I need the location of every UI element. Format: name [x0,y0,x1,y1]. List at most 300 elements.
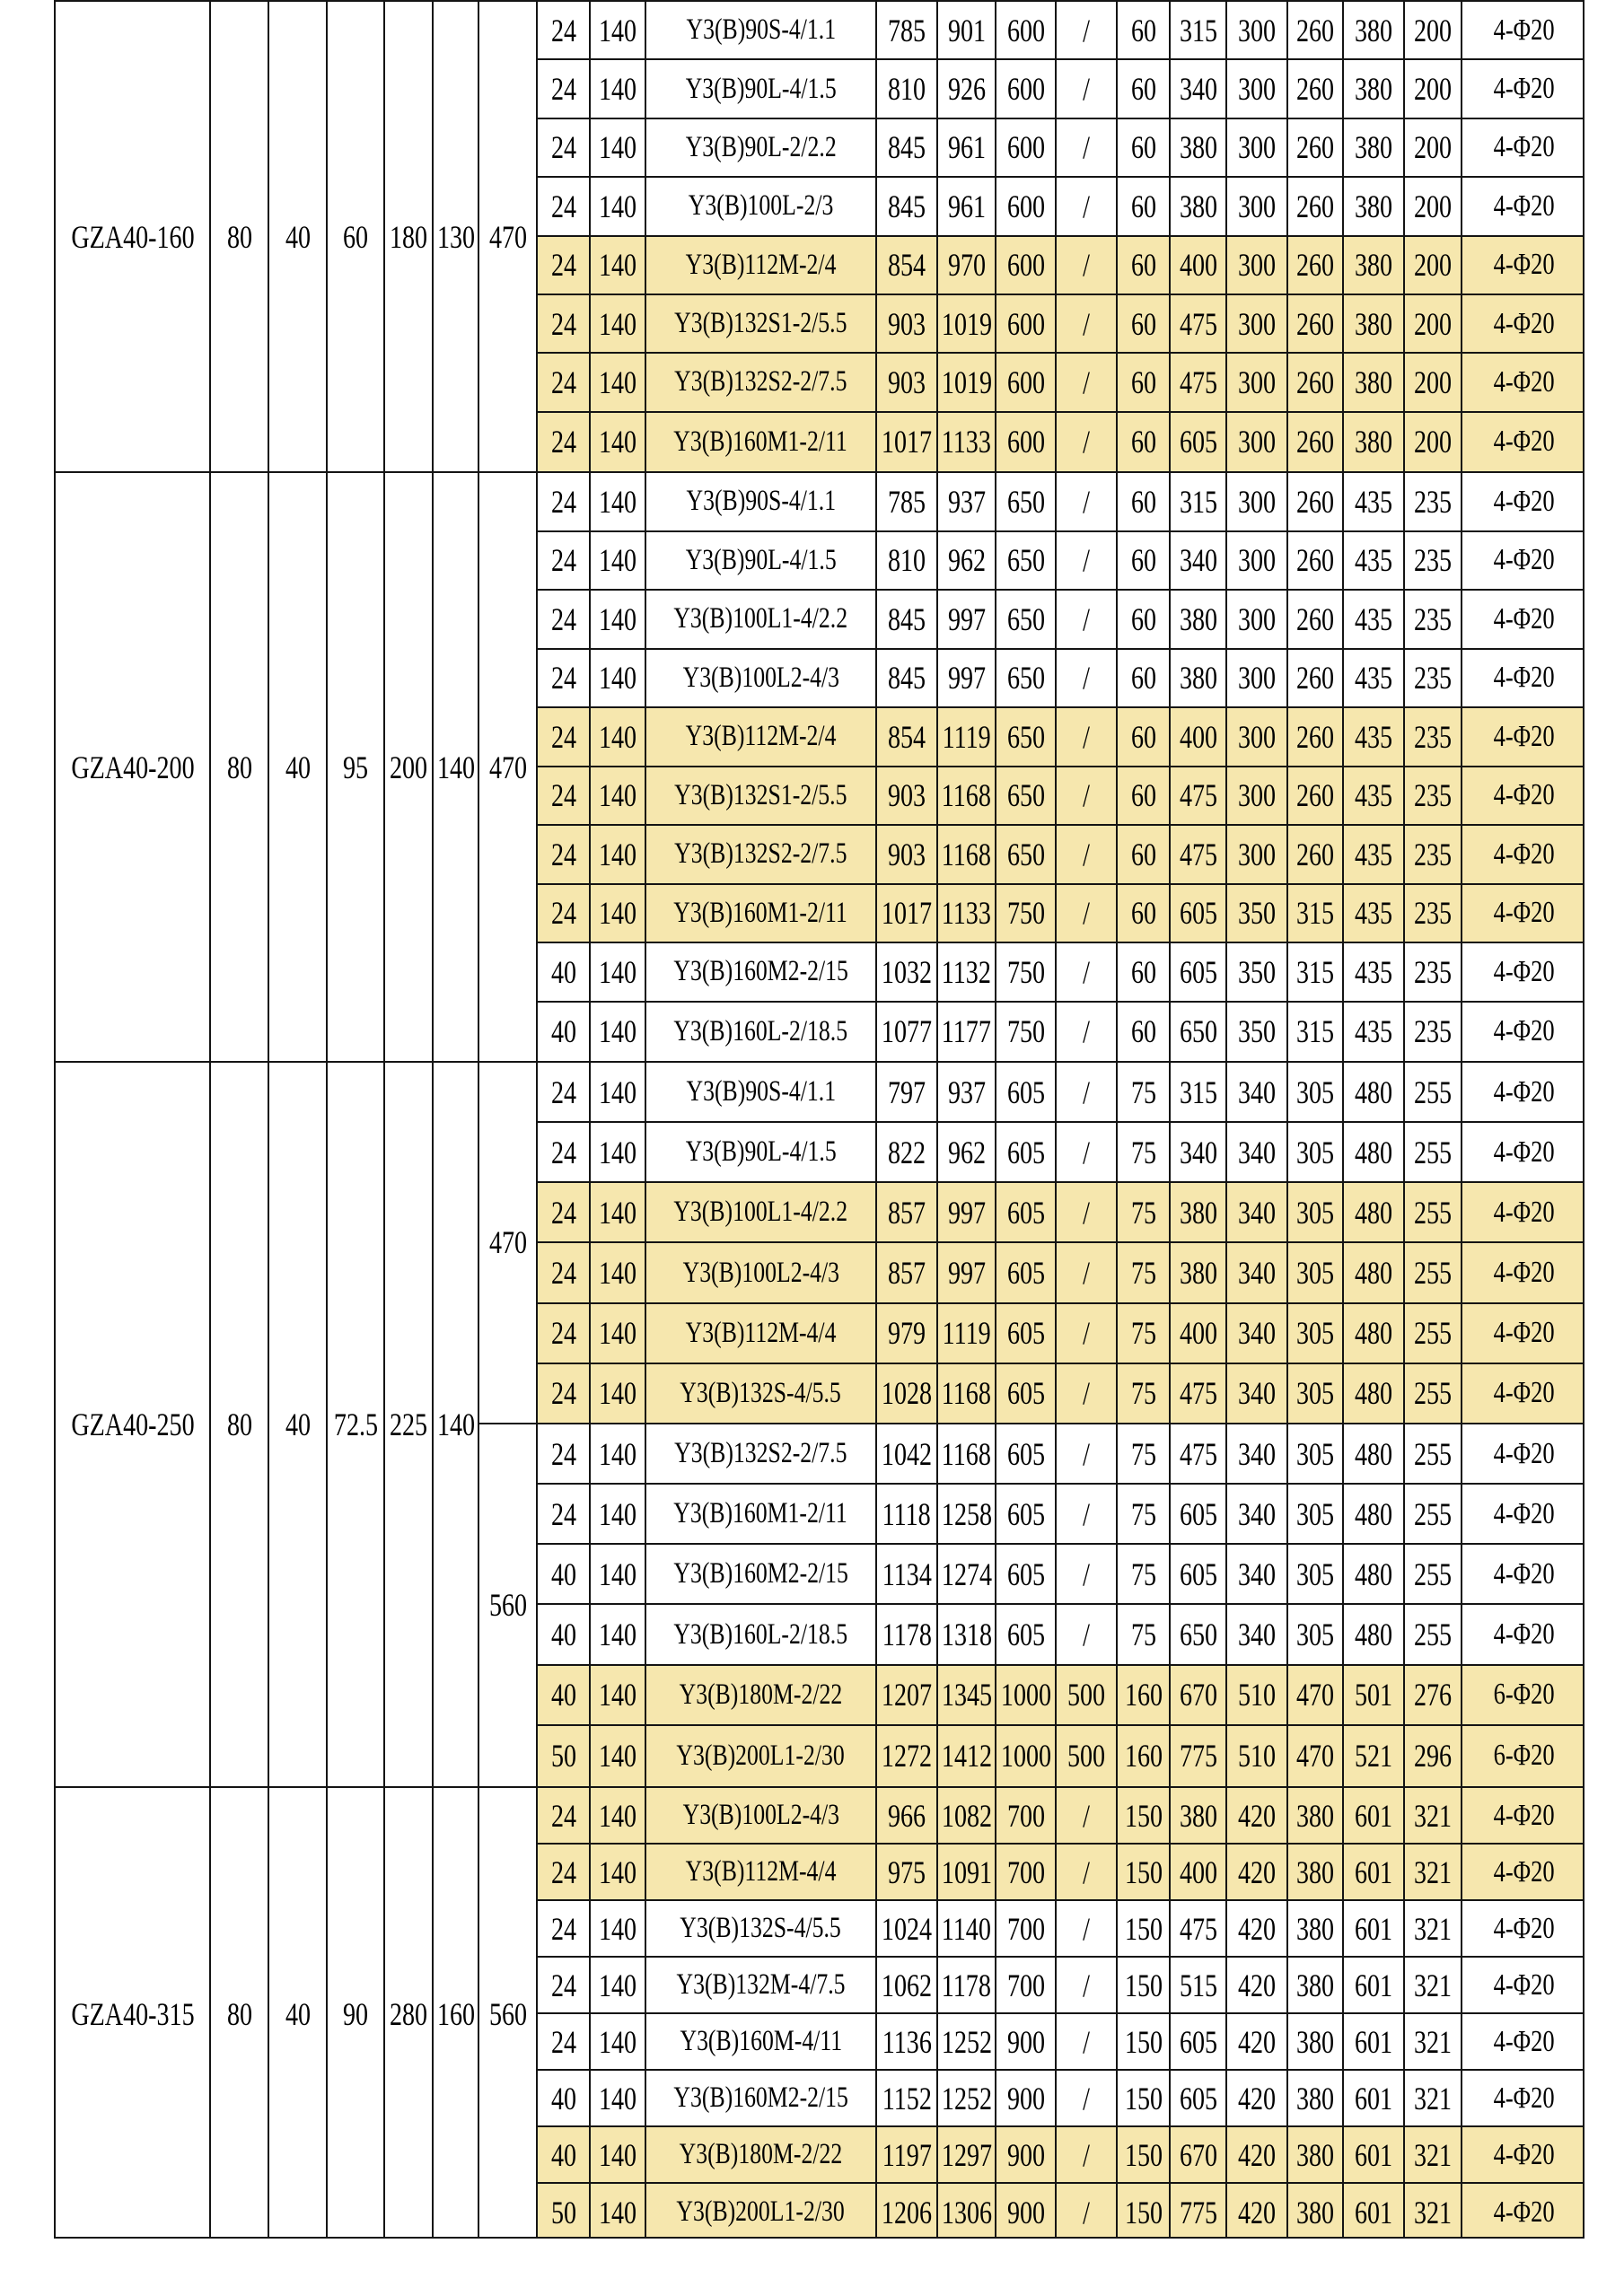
dim-9 [1344,826,1405,885]
height-value [479,1424,538,1786]
dim-5 [1118,1901,1171,1958]
dim-10-text: 255 [1413,1435,1453,1472]
dim-2 [938,2127,996,2184]
motor-model [646,2127,877,2184]
model-name [56,2,211,471]
col-a-text: 40 [550,2080,576,2116]
bolt-spec [1462,1364,1584,1424]
dim-1 [877,2184,938,2239]
col-b-text: 140 [598,12,637,48]
col-b [591,826,646,885]
dim-10-text: 255 [1413,1194,1453,1231]
col-b [591,1424,646,1485]
dim-6 [1171,2127,1227,2184]
dim-2 [938,1545,996,1605]
bolt-spec-text: 4-Φ20 [1493,364,1556,399]
dim-value [328,1788,385,2239]
bolt-spec [1462,119,1584,178]
dim-8 [1288,119,1344,178]
dim-4-text: / [1083,12,1090,48]
col-a [538,1901,591,1958]
motor-model [646,1545,877,1605]
col-a-text: 24 [550,71,576,108]
motor-model [646,2071,877,2127]
dim-2 [938,1726,996,1786]
dim-8 [1288,2014,1344,2071]
motor-model-text: Y3(B)132S2-2/7.5 [674,365,847,399]
dim-1-text: 822 [887,1134,926,1170]
dim-10 [1405,650,1462,709]
dim-7 [1227,354,1288,412]
dim-6 [1171,650,1227,709]
dim-6 [1171,1788,1227,1845]
dim-1-text: 1017 [881,424,933,460]
dim-3-text: 600 [1006,364,1045,400]
col-b [591,2,646,60]
dim-6-text: 315 [1179,483,1217,520]
motor-model [646,178,877,236]
motor-model-text: Y3(B)160M-4/11 [680,2025,842,2057]
dim-6 [1171,1304,1227,1364]
col-a-text: 24 [550,2023,576,2060]
dim-7 [1227,473,1288,532]
dim-5-text: 75 [1130,1194,1156,1231]
dim-9 [1344,413,1405,471]
col-a-text: 24 [550,1435,576,1472]
bolt-spec-text: 4-Φ20 [1493,1911,1556,1945]
bolt-spec [1462,1666,1584,1726]
dim-3 [996,650,1057,709]
col-a [538,1424,591,1485]
bolt-spec [1462,354,1584,412]
dim-9 [1344,1424,1405,1485]
dim-2 [938,295,996,354]
col-a-text: 40 [550,1013,576,1050]
dim-6-text: 605 [1179,953,1217,990]
col-b [591,354,646,412]
dim-3-text: 600 [1006,12,1045,48]
dim-5 [1118,2071,1171,2127]
dim-1-text: 845 [887,129,926,166]
col-a [538,1666,591,1726]
dim-8-text: 315 [1295,953,1335,990]
dim-2 [938,1183,996,1243]
dim-value [269,1788,328,2239]
dim-8 [1288,885,1344,944]
motor-model-text: Y3(B)112M-4/4 [685,1316,837,1349]
col-a [538,1304,591,1364]
bolt-spec [1462,943,1584,1003]
dim-9-text: 601 [1354,2080,1393,2116]
dim-3 [996,1485,1057,1545]
dim-5 [1118,237,1171,295]
dim-3-text: 605 [1006,1134,1045,1170]
col-b-text: 140 [598,129,637,166]
bolt-spec-text: 4-Φ20 [1493,2081,1556,2115]
dim-10-text: 200 [1413,188,1453,224]
dim-1-text: 903 [887,777,926,814]
col-a-text: 24 [550,247,576,284]
motor-model-text: Y3(B)160M2-2/15 [673,2081,848,2114]
bolt-spec-text: 4-Φ20 [1493,1798,1556,1832]
dim-7-text: 300 [1237,71,1277,108]
dim-7-text: 420 [1237,1910,1277,1947]
dim-2 [938,1364,996,1424]
dim-1-text: 845 [887,600,926,637]
dim-5-text: 150 [1124,1910,1163,1947]
col-b-text: 140 [598,1435,637,1472]
dim-7-text: 350 [1237,1013,1277,1050]
dim-1 [877,1063,938,1123]
dim-10-text: 200 [1413,305,1453,342]
dim-1 [877,1304,938,1364]
col-b-text: 140 [598,895,637,932]
motor-model-text: Y3(B)160L-2/18.5 [673,1617,848,1651]
bolt-spec-text: 4-Φ20 [1493,2024,1556,2058]
dim-9-text: 380 [1354,424,1393,460]
dim-5-text: 75 [1130,1315,1156,1352]
dim-8-text: 260 [1295,777,1335,814]
bolt-spec [1462,826,1584,885]
dim-5 [1118,2184,1171,2239]
col-b [591,1845,646,1901]
dim-10-text: 235 [1413,953,1453,990]
dim-9-text: 380 [1354,188,1393,224]
dim-1-text: 1024 [881,1910,933,1947]
col-a-text: 24 [550,718,576,755]
dim-2 [938,650,996,709]
col-b [591,1243,646,1303]
dim-6-text: 380 [1179,129,1217,166]
dim-10 [1405,1123,1462,1183]
dim-10-text: 321 [1413,1910,1453,1947]
dim-6 [1171,1666,1227,1726]
dim-6 [1171,1485,1227,1545]
dim-8-text: 380 [1295,2080,1335,2116]
dim-8-text: 260 [1295,424,1335,460]
dim-6-text: 670 [1179,2136,1217,2173]
dim-3 [996,1901,1057,1958]
dim-6-text: 670 [1179,1677,1217,1713]
bolt-spec-text: 4-Φ20 [1493,2195,1556,2229]
dim-10 [1405,708,1462,767]
dim-3-text: 650 [1006,483,1045,520]
bolt-spec-text: 4-Φ20 [1493,954,1556,988]
dim-2 [938,943,996,1003]
dim-5 [1118,1545,1171,1605]
dim-9-text: 435 [1354,895,1393,932]
dim-10-text: 255 [1413,1555,1453,1592]
dim-2-text: 1168 [941,1375,992,1412]
dim-7 [1227,1304,1288,1364]
dim-1 [877,1845,938,1901]
dim-2 [938,1605,996,1665]
dim-4 [1057,1485,1118,1545]
dim-2 [938,2184,996,2239]
dim-6-text: 380 [1179,1194,1217,1231]
dim-3-text: 605 [1006,1495,1045,1532]
dim-6-text: 775 [1179,1738,1217,1775]
dim-7-text: 340 [1237,1435,1277,1472]
dim-4-text: / [1083,483,1090,520]
col-a-text: 50 [550,2194,576,2230]
dim-1 [877,650,938,709]
dim-2 [938,826,996,885]
dim-9 [1344,1666,1405,1726]
dim-7 [1227,1003,1288,1062]
motor-model [646,1788,877,1845]
model-name [56,1788,211,2239]
dim-6 [1171,767,1227,827]
dim-1-text: 1042 [881,1435,933,1472]
col-a-text: 24 [550,600,576,637]
dim-6-text: 775 [1179,2194,1217,2230]
col-a-text: 24 [550,1074,576,1110]
dim-5 [1118,943,1171,1003]
dim-3 [996,1726,1057,1786]
dim-3-text: 600 [1006,424,1045,460]
model-group [56,473,1583,1063]
col-b [591,943,646,1003]
col-b-text: 140 [598,836,637,872]
dim-5-text: 150 [1124,1853,1163,1890]
col-b-text: 140 [598,1797,637,1834]
dim-2-text: 1019 [941,364,992,400]
dim-4 [1057,119,1118,178]
dim-5 [1118,532,1171,592]
dim-9 [1344,178,1405,236]
dim-7 [1227,1183,1288,1243]
dim-4 [1057,885,1118,944]
dim-5-text: 60 [1130,718,1156,755]
dim-9-text: 435 [1354,1013,1393,1050]
dim-8 [1288,1485,1344,1545]
dim-4 [1057,1545,1118,1605]
col-b [591,1605,646,1665]
motor-model [646,1183,877,1243]
dim-1-text: 1178 [882,1617,932,1653]
dim-8-text: 260 [1295,660,1335,697]
dim-3 [996,1845,1057,1901]
motor-model [646,119,877,178]
dim-9 [1344,60,1405,118]
dim-1-text: 854 [887,247,926,284]
dim-8 [1288,1545,1344,1605]
dim-7-text: 340 [1237,1194,1277,1231]
dim-3 [996,2127,1057,2184]
dim-7-text: 420 [1237,2080,1277,2116]
dim-7 [1227,413,1288,471]
bolt-spec [1462,60,1584,118]
dim-2 [938,532,996,592]
col-a [538,1123,591,1183]
dim-2 [938,885,996,944]
dim-4 [1057,826,1118,885]
bolt-spec [1462,295,1584,354]
dim-8-text: 260 [1295,483,1335,520]
dim-3 [996,295,1057,354]
height-value [479,473,538,1061]
bolt-spec [1462,708,1584,767]
dim-10-text: 255 [1413,1074,1453,1110]
dim-value [434,1788,479,2239]
dim-6 [1171,1901,1227,1958]
dim-6 [1171,1958,1227,2014]
dim-value-text: 280 [389,1996,428,2032]
bolt-spec-text: 4-Φ20 [1493,896,1556,930]
dim-9 [1344,1901,1405,1958]
dim-5-text: 60 [1130,305,1156,342]
col-a-text: 24 [550,1375,576,1412]
dim-3 [996,1666,1057,1726]
dim-9-text: 480 [1354,1255,1393,1292]
dim-9-text: 480 [1354,1315,1393,1352]
dim-6 [1171,708,1227,767]
col-b-text: 140 [598,1910,637,1947]
dim-1-text: 979 [887,1315,926,1352]
dim-value [385,2,434,471]
bolt-spec [1462,2,1584,60]
height-value-text: 560 [488,1996,527,2032]
dim-value [385,1063,434,1786]
col-b [591,532,646,592]
dim-3-text: 650 [1006,660,1045,697]
dim-1-text: 1152 [882,2080,932,2116]
dim-9 [1344,2014,1405,2071]
col-b [591,1183,646,1243]
bolt-spec-text: 4-Φ20 [1493,248,1556,282]
dim-5-text: 150 [1124,2023,1163,2060]
dim-4 [1057,473,1118,532]
col-b-text: 140 [598,2080,637,2116]
dim-2-text: 1274 [941,1555,992,1592]
col-b [591,295,646,354]
dim-1 [877,1545,938,1605]
dim-9-text: 380 [1354,305,1393,342]
col-b [591,473,646,532]
dim-4 [1057,60,1118,118]
bolt-spec-text: 4-Φ20 [1493,1617,1556,1652]
col-b-text: 140 [598,364,637,400]
dim-7-text: 420 [1237,1797,1277,1834]
dim-2-text: 997 [947,660,986,697]
motor-model-text: Y3(B)90L-2/2.2 [685,130,837,163]
dim-2 [938,1424,996,1485]
dim-6 [1171,1424,1227,1485]
dim-3-text: 700 [1006,1910,1045,1947]
dim-4-text: / [1083,895,1090,932]
dim-8 [1288,1958,1344,2014]
dim-value-text: 80 [226,1406,252,1442]
col-a-text: 24 [550,836,576,872]
dim-8 [1288,178,1344,236]
dim-4 [1057,354,1118,412]
col-b [591,1726,646,1786]
dim-6-text: 475 [1179,305,1217,342]
dim-2 [938,1666,996,1726]
col-b-text: 140 [598,71,637,108]
dim-8-text: 380 [1295,1797,1335,1834]
col-b-text: 140 [598,2194,637,2230]
dim-7-text: 350 [1237,953,1277,990]
bolt-spec-text: 4-Φ20 [1493,778,1556,812]
bolt-spec-text: 4-Φ20 [1493,1256,1556,1290]
dim-8 [1288,1123,1344,1183]
dim-10 [1405,60,1462,118]
dim-1 [877,60,938,118]
dim-7-text: 300 [1237,364,1277,400]
dim-4 [1057,2071,1118,2127]
dim-10 [1405,943,1462,1003]
bolt-spec-text: 4-Φ20 [1493,1316,1556,1350]
dim-5-text: 150 [1124,1967,1163,2003]
col-b [591,1364,646,1424]
dim-2-text: 961 [947,188,986,224]
dim-value-text: 40 [285,218,311,255]
col-a-text: 50 [550,1738,576,1775]
dim-10 [1405,1605,1462,1665]
dim-7 [1227,1666,1288,1726]
col-a-text: 24 [550,1495,576,1532]
dim-10-text: 255 [1413,1315,1453,1352]
bolt-spec [1462,1545,1584,1605]
dim-6-text: 340 [1179,1134,1217,1170]
col-a-text: 40 [550,1617,576,1653]
dim-2 [938,1063,996,1123]
col-b-text: 140 [598,2023,637,2060]
dim-1-text: 854 [887,718,926,755]
col-b [591,1788,646,1845]
dim-6 [1171,1545,1227,1605]
dim-6-text: 650 [1179,1013,1217,1050]
dim-6 [1171,2014,1227,2071]
dim-4-text: / [1083,71,1090,108]
dim-4-text: / [1083,1134,1090,1170]
bolt-spec-text: 4-Φ20 [1493,1556,1556,1591]
dim-9-text: 435 [1354,777,1393,814]
dim-4 [1057,1726,1118,1786]
dim-8-text: 380 [1295,1967,1335,2003]
dim-1 [877,473,938,532]
bolt-spec [1462,237,1584,295]
dim-10-text: 235 [1413,777,1453,814]
dim-8-text: 380 [1295,1853,1335,1890]
motor-model [646,1666,877,1726]
dim-1 [877,354,938,412]
dim-7 [1227,1958,1288,2014]
bolt-spec-text: 4-Φ20 [1493,1074,1556,1109]
dim-2-text: 1119 [942,1315,991,1352]
dim-5 [1118,591,1171,650]
height-value [479,2,538,471]
dim-5 [1118,826,1171,885]
bolt-spec [1462,2071,1584,2127]
dim-7 [1227,826,1288,885]
dim-2-text: 1019 [941,305,992,342]
dim-2-text: 1132 [941,953,992,990]
dim-9 [1344,1845,1405,1901]
col-a [538,943,591,1003]
motor-model [646,60,877,118]
dim-3-text: 600 [1006,71,1045,108]
dim-7 [1227,2127,1288,2184]
dim-3-text: 750 [1006,895,1045,932]
dim-4-text: / [1083,424,1090,460]
dim-3-text: 600 [1006,129,1045,166]
dim-8 [1288,413,1344,471]
bolt-spec [1462,1123,1584,1183]
dim-9-text: 601 [1354,1967,1393,2003]
